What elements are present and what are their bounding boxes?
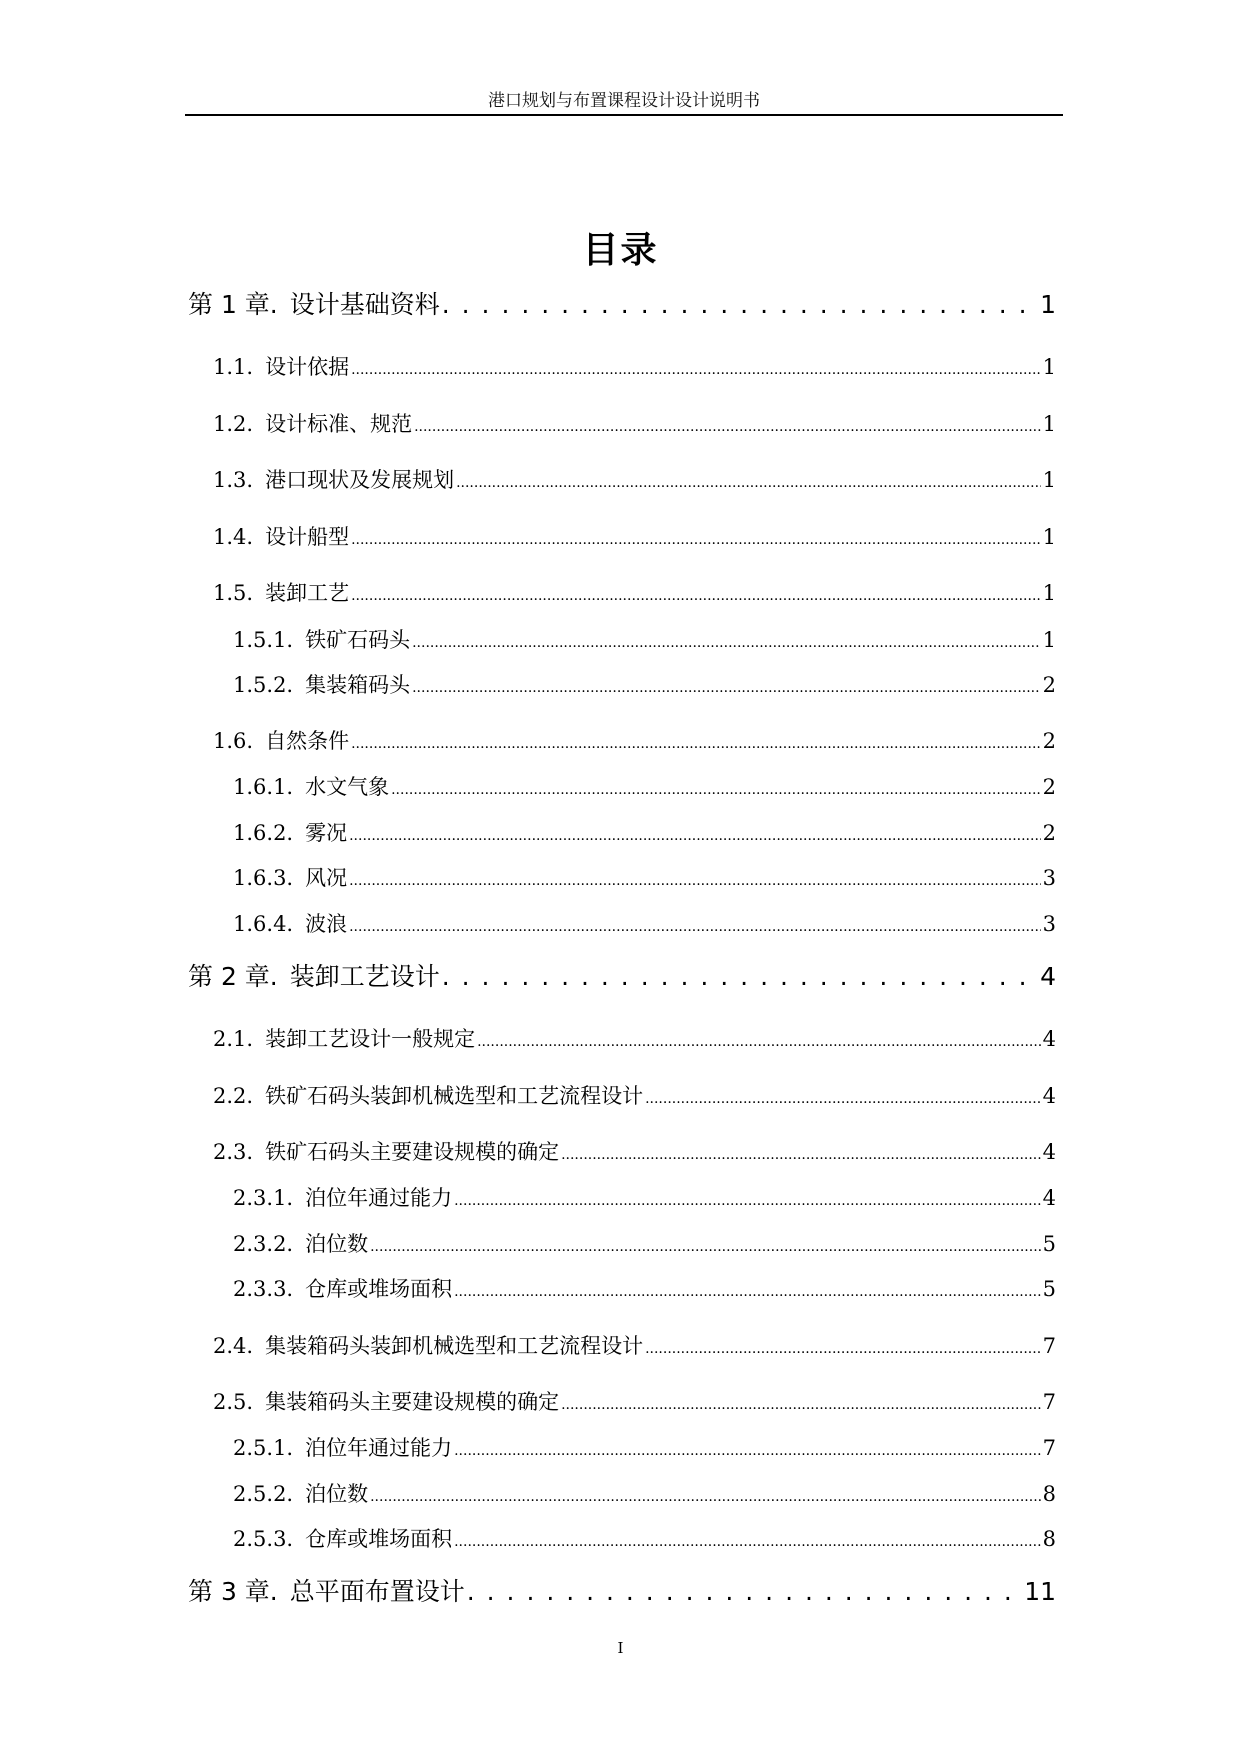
dot-leader (414, 419, 1041, 435)
toc-subsection-2-5-2[interactable]: 2.5.2. 泊位数 ..... 8 (233, 1478, 1056, 1508)
toc-section-1-1[interactable]: 1.1. 设计依据 ..... 1 (213, 351, 1056, 381)
toc-subsection-1-5-1[interactable]: 1.5.1. 铁矿石码头 ..... 1 (233, 624, 1056, 654)
toc-subsection-2-3-2[interactable]: 2.3.2. 泊位数 ..... 5 (233, 1228, 1056, 1258)
toc-section-1-3[interactable]: 1.3. 港口现状及发展规划 ..... 1 (213, 464, 1056, 494)
toc-section-1-4[interactable]: 1.4. 设计船型 ..... 1 (213, 521, 1056, 551)
dot-leader (370, 1489, 1041, 1505)
toc-section-2-2[interactable]: 2.2. 铁矿石码头装卸机械选型和工艺流程设计 ..... 4 (213, 1080, 1056, 1110)
dot-leader (454, 1443, 1041, 1459)
toc-section-2-5[interactable]: 2.5. 集装箱码头主要建设规模的确定 ..... 7 (213, 1386, 1056, 1416)
dot-leader (467, 1577, 1022, 1606)
toc-section-1-6[interactable]: 1.6. 自然条件 ..... 2 (213, 725, 1056, 755)
dot-leader (412, 635, 1041, 651)
dot-leader (351, 532, 1041, 548)
dot-leader (477, 1034, 1041, 1050)
toc-section-2-4[interactable]: 2.4. 集装箱码头装卸机械选型和工艺流程设计 ..... 7 (213, 1330, 1056, 1360)
toc-title: 目录 (582, 230, 659, 271)
toc-subsection-1-6-2[interactable]: 1.6.2. 雾况 ..... 2 (233, 817, 1056, 847)
dot-leader (349, 873, 1041, 889)
toc-section-2-1[interactable]: 2.1. 装卸工艺设计一般规定 ..... 4 (213, 1023, 1056, 1053)
dot-leader (645, 1091, 1041, 1107)
toc-subsection-1-6-4[interactable]: 1.6.4. 波浪 ..... 3 (233, 908, 1056, 938)
dot-leader (349, 828, 1041, 844)
toc-chapter-2[interactable]: 第 2 章. 装卸工艺设计 . . . 4 (188, 957, 1056, 993)
toc-section-2-3[interactable]: 2.3. 铁矿石码头主要建设规模的确定 ..... 4 (213, 1136, 1056, 1166)
dot-leader (442, 962, 1038, 991)
toc-subsection-2-3-3[interactable]: 2.3.3. 仓库或堆场面积 ..... 5 (233, 1273, 1056, 1303)
dot-leader (454, 1284, 1041, 1300)
dot-leader (412, 680, 1041, 696)
dot-leader (454, 1193, 1041, 1209)
toc-subsection-1-5-2[interactable]: 1.5.2. 集装箱码头 ..... 2 (233, 669, 1056, 699)
toc-subsection-1-6-1[interactable]: 1.6.1. 水文气象 ..... 2 (233, 771, 1056, 801)
dot-leader (456, 475, 1041, 491)
page-header-title: 港口规划与布置课程设计设计说明书 (488, 91, 760, 111)
dot-leader (561, 1147, 1041, 1163)
dot-leader (645, 1341, 1041, 1357)
toc-chapter-3[interactable]: 第 3 章. 总平面布置设计 . . . 11 (188, 1572, 1056, 1608)
toc-subsection-2-3-1[interactable]: 2.3.1. 泊位年通过能力 ..... 4 (233, 1182, 1056, 1212)
toc-section-1-2[interactable]: 1.2. 设计标准、规范 ..... 1 (213, 408, 1056, 438)
dot-leader (454, 1534, 1041, 1550)
toc-section-1-5[interactable]: 1.5. 装卸工艺 ..... 1 (213, 577, 1056, 607)
dot-leader (351, 736, 1041, 752)
dot-leader (370, 1239, 1041, 1255)
dot-leader (561, 1397, 1041, 1413)
toc-subsection-2-5-1[interactable]: 2.5.1. 泊位年通过能力 ..... 7 (233, 1432, 1056, 1462)
toc-subsection-2-5-3[interactable]: 2.5.3. 仓库或堆场面积 ..... 8 (233, 1523, 1056, 1553)
page-number: I (617, 1639, 624, 1657)
toc-chapter-1[interactable]: 第 1 章. 设计基础资料 . . . 1 (188, 285, 1056, 321)
dot-leader (391, 782, 1041, 798)
dot-leader (442, 290, 1038, 319)
dot-leader (349, 919, 1041, 935)
toc-subsection-1-6-3[interactable]: 1.6.3. 风况 ..... 3 (233, 862, 1056, 892)
dot-leader (351, 588, 1041, 604)
dot-leader (351, 362, 1041, 378)
